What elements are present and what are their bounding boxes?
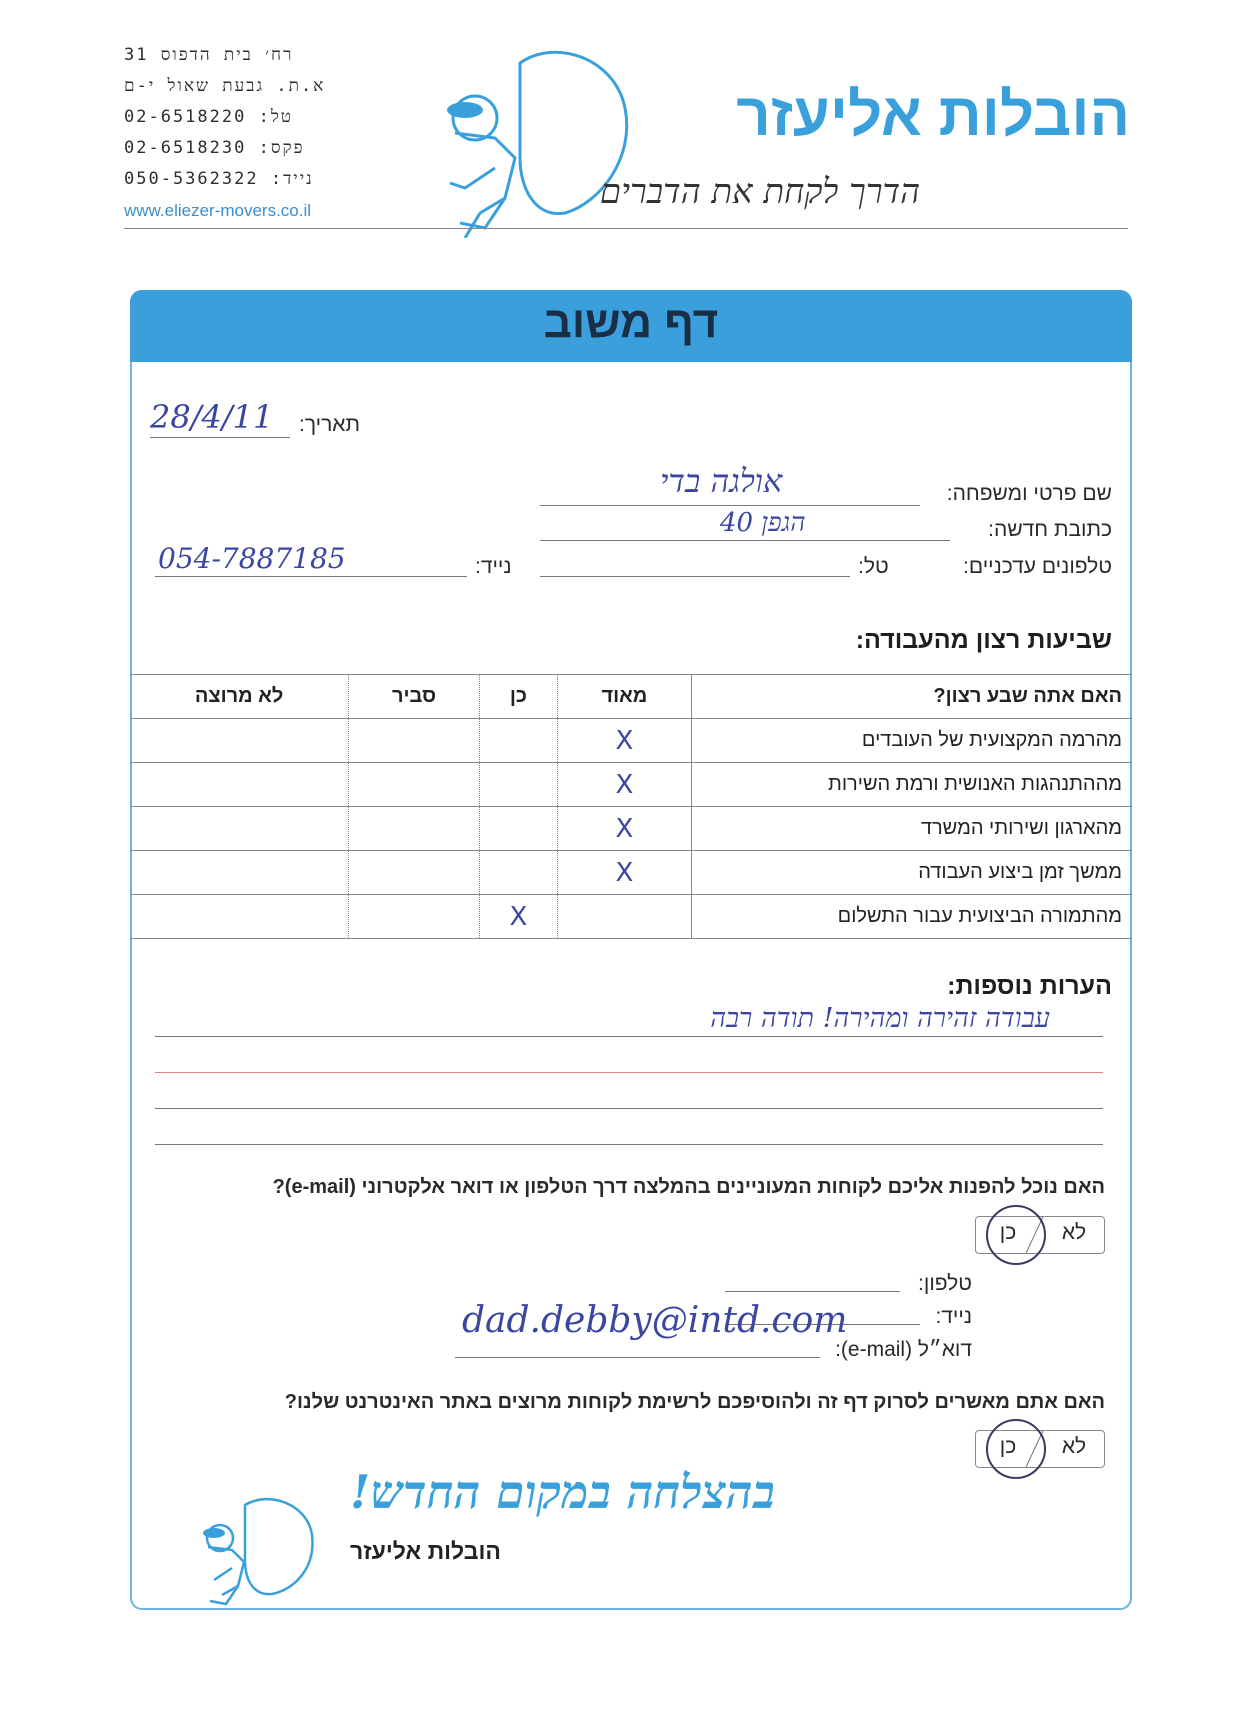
website-yes-no-box[interactable] (975, 1430, 1105, 1468)
col-unhappy-header: לא מרוצה (130, 675, 349, 719)
mark-cell[interactable] (349, 763, 480, 807)
referral-question: האם נוכל להפנות אליכם לקוחות המעוניינים בהמלצה דרך הטלפון או דואר אלקטרוני (e-mail)? (272, 1176, 1105, 1198)
tel-underline[interactable] (540, 576, 850, 577)
notes-text[interactable]: עבודה זהירה ומהירה! תודה רבה (710, 1003, 1050, 1034)
mark-cell[interactable]: X (557, 851, 691, 895)
mark-cell[interactable] (479, 763, 557, 807)
mark-cell[interactable]: X (557, 807, 691, 851)
table-row (130, 807, 1132, 851)
table-row (130, 895, 1132, 939)
contact-phone-underline[interactable] (725, 1291, 900, 1292)
name-label: שם פרטי ומשפחה: (946, 482, 1112, 505)
selection-circle (986, 1205, 1046, 1265)
mark-cell[interactable] (130, 895, 349, 939)
col-yes-header: כן (479, 675, 557, 719)
name-field[interactable]: אולגה בדי (660, 462, 783, 500)
referral-no-option[interactable]: לא (1061, 1221, 1087, 1244)
notes-title: הערות נוספות: (947, 972, 1112, 1000)
mark-cell[interactable] (349, 807, 480, 851)
footer-slogan: בהצלחה במקום החדש! (350, 1465, 775, 1519)
row-label: מהארגון ושירותי המשרד (692, 807, 1133, 851)
footer-mascot-logo (190, 1490, 320, 1610)
mark-cell[interactable]: X (479, 895, 557, 939)
mark-cell[interactable] (479, 807, 557, 851)
brand-slogan: הדרך לקחת את הדברים (599, 172, 920, 212)
row-label: מהתמורה הביצועית עבור התשלום (692, 895, 1133, 939)
website-question: האם אתם מאשרים לסרוק דף זה ולהוסיפכם לרשימת לקוחות מרוצים באתר האינטרנט שלנו? (284, 1391, 1105, 1413)
contact-phone-label: טלפון: (918, 1272, 972, 1295)
mark-cell[interactable] (349, 895, 480, 939)
contact-phone-line: טל: 02-6518220 (124, 107, 294, 127)
address-underline (540, 540, 950, 541)
table-row (130, 763, 1132, 807)
row-label: ממשך זמן ביצוע העבודה (692, 851, 1133, 895)
website-no-option[interactable]: לא (1061, 1435, 1087, 1458)
website-link[interactable]: www.eliezer-movers.co.il (124, 201, 312, 220)
date-underline (150, 437, 290, 438)
mobile-label: נייד: (475, 555, 512, 578)
referral-yes-no-box[interactable] (975, 1216, 1105, 1254)
mark-cell[interactable] (479, 851, 557, 895)
mobile-field[interactable]: 054-7887185 (158, 542, 346, 575)
satisfaction-title: שביעות רצון מהעבודה: (855, 626, 1112, 654)
contact-city-line: א.ת. גבעת שאול י-ם (124, 76, 326, 96)
header-divider (124, 228, 1128, 229)
col-fair-header: סביר (349, 675, 480, 719)
brand-name: הובלות אליעזר (736, 81, 1130, 148)
address-label: כתובת חדשה: (988, 518, 1112, 541)
mark-cell[interactable] (349, 719, 480, 763)
satisfaction-table (130, 674, 1132, 939)
mark-cell[interactable]: X (557, 763, 691, 807)
tel-label: טל: (858, 555, 889, 578)
contact-mobile-line: נייד: 050-5362322 (124, 169, 314, 189)
mark-cell[interactable] (130, 851, 349, 895)
contact-address-line: רח׳ בית הדפוס 31 (124, 45, 294, 65)
table-row (130, 719, 1132, 763)
mark-cell[interactable] (557, 895, 691, 939)
contact-email-underline (455, 1357, 820, 1358)
date-field[interactable]: 28/4/11 (150, 398, 274, 436)
name-underline (540, 505, 920, 506)
notes-line[interactable] (155, 1108, 1103, 1109)
notes-line[interactable] (155, 1036, 1103, 1037)
mark-cell[interactable]: X (557, 719, 691, 763)
table-row (130, 851, 1132, 895)
question-header: האם אתה שבע רצון? (692, 675, 1133, 719)
mark-cell[interactable] (130, 763, 349, 807)
contact-email-label: דוא״ל (e-mail): (835, 1338, 972, 1361)
row-label: מהרמה המקצועית של העובדים (692, 719, 1133, 763)
row-label: מההתנהגות האנושית ורמת השירות (692, 763, 1133, 807)
mark-cell[interactable] (479, 719, 557, 763)
mobile-underline (155, 576, 467, 577)
mark-cell[interactable] (130, 807, 349, 851)
col-very-header: מאוד (557, 675, 691, 719)
date-label: תאריך: (298, 413, 360, 436)
contact-block (124, 40, 364, 226)
website-yes-option[interactable]: כן (999, 1435, 1017, 1458)
phones-label: טלפונים עדכניים: (963, 555, 1112, 578)
email-field[interactable]: dad.debby@intd.com (462, 1300, 848, 1341)
notes-line[interactable] (155, 1072, 1103, 1073)
table-header-row (130, 675, 1132, 719)
selection-circle (986, 1419, 1046, 1479)
contact-mobile-label: נייד: (935, 1305, 972, 1328)
address-field[interactable]: הגפן 40 (720, 508, 806, 538)
footer-brand: הובלות אליעזר (350, 1538, 501, 1564)
mark-cell[interactable] (130, 719, 349, 763)
mark-cell[interactable] (349, 851, 480, 895)
notes-line[interactable] (155, 1144, 1103, 1145)
form-title: דף משוב (543, 298, 719, 347)
referral-yes-option[interactable]: כן (999, 1221, 1017, 1244)
contact-fax-line: פקס: 02-6518230 (124, 138, 305, 158)
